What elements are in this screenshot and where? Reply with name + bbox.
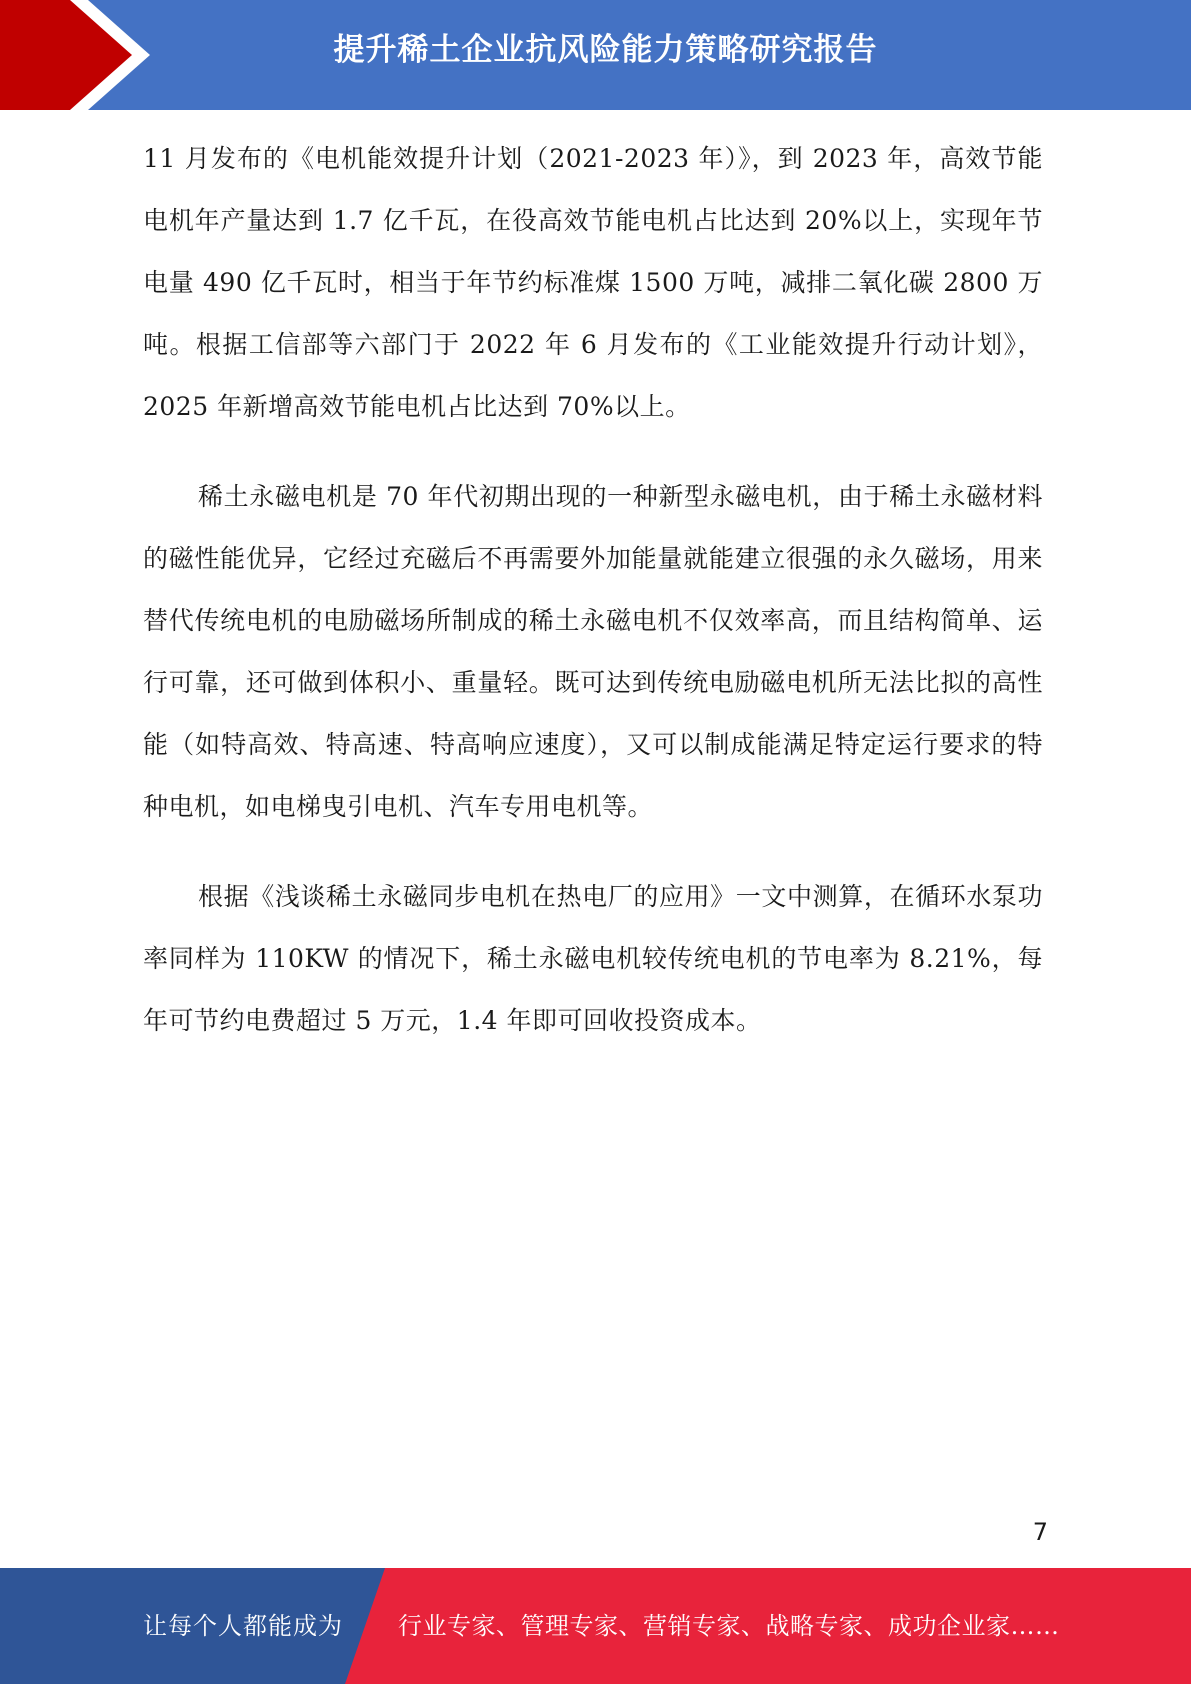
paragraph-motor-efficiency-plan: 11 月发布的《电机能效提升计划（2021-2023 年）》，到 2023 年，高效节能电机年产量达到 1.7 亿千瓦，在役高效节能电机占比达到 20%以上，实现年节电量 490 亿千瓦时，相当于年节约标准煤 1500 万吨，减排二氧化碳 2800 万吨。根据工信部等六部门于 2022 年 6 月发布的《工业能效提升行动计划》，2025 年新增高效节能电机占比达到 70%以上。 [143,144,1043,421]
footer-slogan-lead: 让每个人都能成为 [143,1612,343,1640]
paragraph-power-plant-case: 根据《浅谈稀土永磁同步电机在热电厂的应用》一文中测算，在循环水泵功率同样为 110KW 的情况下，稀土永磁电机较传统电机的节电率为 8.21%，每年可节约电费超过 5 万元，1.4 年即可回收投资成本。 [143,882,1043,1035]
page-header [0,0,1191,110]
page-footer [0,1568,1191,1684]
document-body [143,128,1043,1080]
report-title: 提升稀土企业抗风险能力策略研究报告 [333,32,878,68]
paragraph-rare-earth-motor-intro: 稀土永磁电机是 70 年代初期出现的一种新型永磁电机，由于稀土永磁材料的磁性能优异，它经过充磁后不再需要外加能量就能建立很强的永久磁场，用来替代传统电机的电励磁场所制成的稀土永磁电机不仅效率高，而且结构简单、运行可靠，还可做到体积小、重量轻。既可达到传统电励磁电机所无法比拟的高性能（如特高效、特高速、特高响应速度），又可以制成能满足特定运行要求的特种电机，如电梯曳引电机、汽车专用电机等。 [143,482,1043,821]
page-number: 7 [1032,1518,1048,1546]
footer-slogan-roles: 行业专家、管理专家、营销专家、战略专家、成功企业家…… [398,1612,1060,1640]
